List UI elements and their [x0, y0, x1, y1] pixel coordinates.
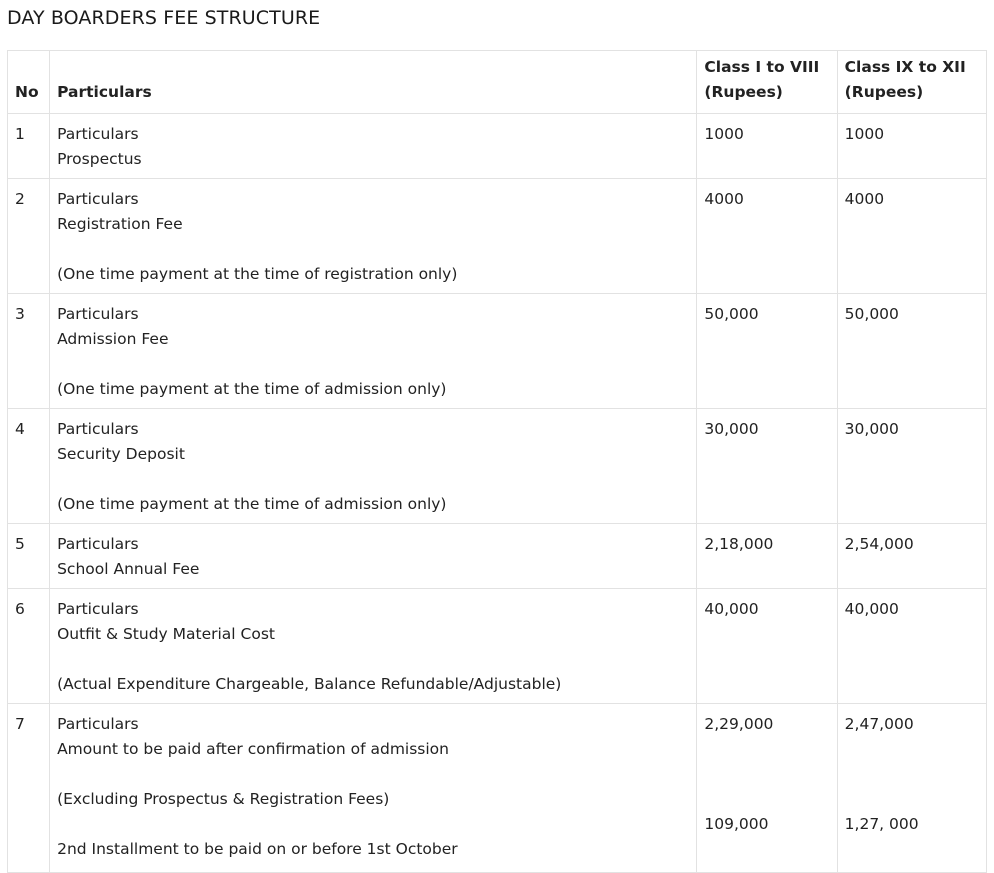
table-row — [8, 589, 987, 704]
row-class-1-8-fee: 4000 — [697, 179, 837, 294]
row-class-1-8-fee: 40,000 — [697, 589, 837, 704]
row-no: 2 — [8, 179, 50, 294]
row-label: Particulars — [57, 715, 139, 733]
row-class-9-12-fee — [837, 704, 986, 873]
header-particulars: Particulars — [50, 51, 697, 114]
row-extra-note: 2nd Installment to be paid on or before 1st October — [57, 840, 458, 858]
row-class-1-8-fee — [697, 704, 837, 873]
row-particulars — [50, 179, 697, 294]
row-class-1-8-fee: 50,000 — [697, 294, 837, 409]
row-note: (Actual Expenditure Chargeable, Balance Refundable/Adjustable) — [57, 675, 562, 693]
header-class-1-8 — [697, 51, 837, 114]
table-row — [8, 294, 987, 409]
row-label: Particulars — [57, 535, 139, 553]
row-class-1-8-fee: 2,18,000 — [697, 524, 837, 589]
row-name: Security Deposit — [57, 445, 185, 463]
row-particulars — [50, 294, 697, 409]
table-row — [8, 704, 987, 873]
row-particulars — [50, 114, 697, 179]
table-row — [8, 524, 987, 589]
row-class-9-12-fee: 2,54,000 — [837, 524, 986, 589]
row-label: Particulars — [57, 420, 139, 438]
row-label: Particulars — [57, 600, 139, 618]
row-class-9-12-fee: 4000 — [837, 179, 986, 294]
row-name: Registration Fee — [57, 215, 183, 233]
row-class-9-12-fee: 30,000 — [837, 409, 986, 524]
row-note: (Excluding Prospectus & Registration Fees) — [57, 790, 390, 808]
row-no: 4 — [8, 409, 50, 524]
row-class-9-12-amount: 2,47,000 — [844, 715, 914, 733]
header-class-1-8-unit: (Rupees) — [704, 83, 783, 101]
row-label: Particulars — [57, 125, 139, 143]
row-class-9-12-installment: 1,27, 000 — [844, 815, 919, 833]
row-label: Particulars — [57, 190, 139, 208]
table-row — [8, 179, 987, 294]
header-no: No — [8, 51, 50, 114]
row-no: 3 — [8, 294, 50, 409]
row-class-1-8-fee: 30,000 — [697, 409, 837, 524]
row-class-1-8-amount: 2,29,000 — [704, 715, 774, 733]
row-no: 5 — [8, 524, 50, 589]
row-name: Admission Fee — [57, 330, 169, 348]
row-particulars — [50, 524, 697, 589]
row-no: 7 — [8, 704, 50, 873]
header-class-9-12-title: Class IX to XII — [844, 58, 966, 76]
row-no: 1 — [8, 114, 50, 179]
row-name: Amount to be paid after confirmation of admission — [57, 740, 449, 758]
header-class-9-12 — [837, 51, 986, 114]
row-note: (One time payment at the time of admission only) — [57, 380, 447, 398]
row-particulars — [50, 589, 697, 704]
row-name: School Annual Fee — [57, 560, 200, 578]
header-class-9-12-unit: (Rupees) — [844, 83, 924, 101]
row-class-9-12-fee: 40,000 — [837, 589, 986, 704]
table-row — [8, 114, 987, 179]
row-name: Prospectus — [57, 150, 142, 168]
page-title: DAY BOARDERS FEE STRUCTURE — [7, 7, 321, 29]
row-note: (One time payment at the time of admission only) — [57, 495, 447, 513]
table-header-row — [8, 51, 987, 114]
row-name: Outfit & Study Material Cost — [57, 625, 275, 643]
row-class-1-8-fee: 1000 — [697, 114, 837, 179]
row-label: Particulars — [57, 305, 139, 323]
row-particulars — [50, 704, 697, 873]
row-class-1-8-installment: 109,000 — [704, 815, 769, 833]
fee-structure-table — [7, 50, 987, 873]
header-class-1-8-title: Class I to VIII — [704, 58, 820, 76]
table-row — [8, 409, 987, 524]
row-class-9-12-fee: 1000 — [837, 114, 986, 179]
row-class-9-12-fee: 50,000 — [837, 294, 986, 409]
row-no: 6 — [8, 589, 50, 704]
row-particulars — [50, 409, 697, 524]
row-note: (One time payment at the time of registration only) — [57, 265, 458, 283]
